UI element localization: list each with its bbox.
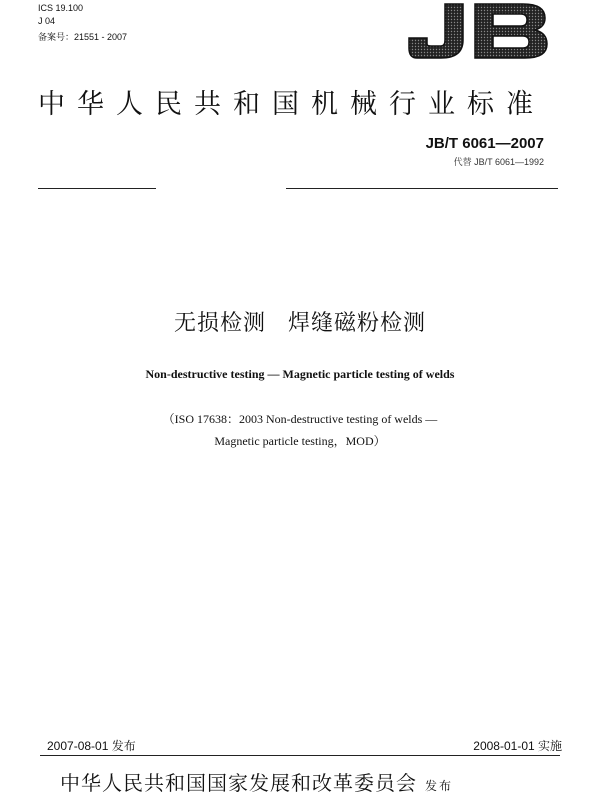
- jb-logo: [405, 0, 555, 62]
- registration-number: 备案号：21551 - 2007: [38, 32, 128, 42]
- standard-code: JB/T 6061—2007: [425, 135, 544, 152]
- classification-code: J 04: [38, 16, 56, 26]
- issuer-name: 中华人民共和国国家发展和改革委员会: [60, 771, 417, 795]
- bottom-divider: [40, 755, 560, 756]
- logo-text: JB: [405, 0, 406, 1]
- chinese-title-part2: 焊缝磁粉检测: [288, 311, 427, 336]
- chinese-title-part1: 无损检测: [173, 311, 266, 336]
- issuer: [60, 767, 453, 796]
- ics-code: ICS 19.100: [38, 3, 84, 13]
- english-title: Non-destructive testing — Magnetic particle testing of welds: [145, 367, 455, 381]
- divider-left: [38, 188, 156, 189]
- iso-reference-line1: （ISO 17638：2003 Non-destructive testing of welds —: [162, 412, 438, 426]
- replaces-standard: 代替 JB/T 6061—1992: [453, 157, 544, 167]
- publish-date: 2007-08-01 发布: [47, 739, 136, 753]
- issuer-suffix: 发布: [425, 779, 454, 793]
- iso-reference-line2: Magnetic particle testing，MOD）: [214, 434, 386, 448]
- divider-right: [286, 188, 558, 189]
- implement-date: 2008-01-01 实施: [473, 739, 562, 753]
- chinese-title: [0, 306, 600, 337]
- org-title: 中华人民共和国机械行业标准: [38, 89, 545, 120]
